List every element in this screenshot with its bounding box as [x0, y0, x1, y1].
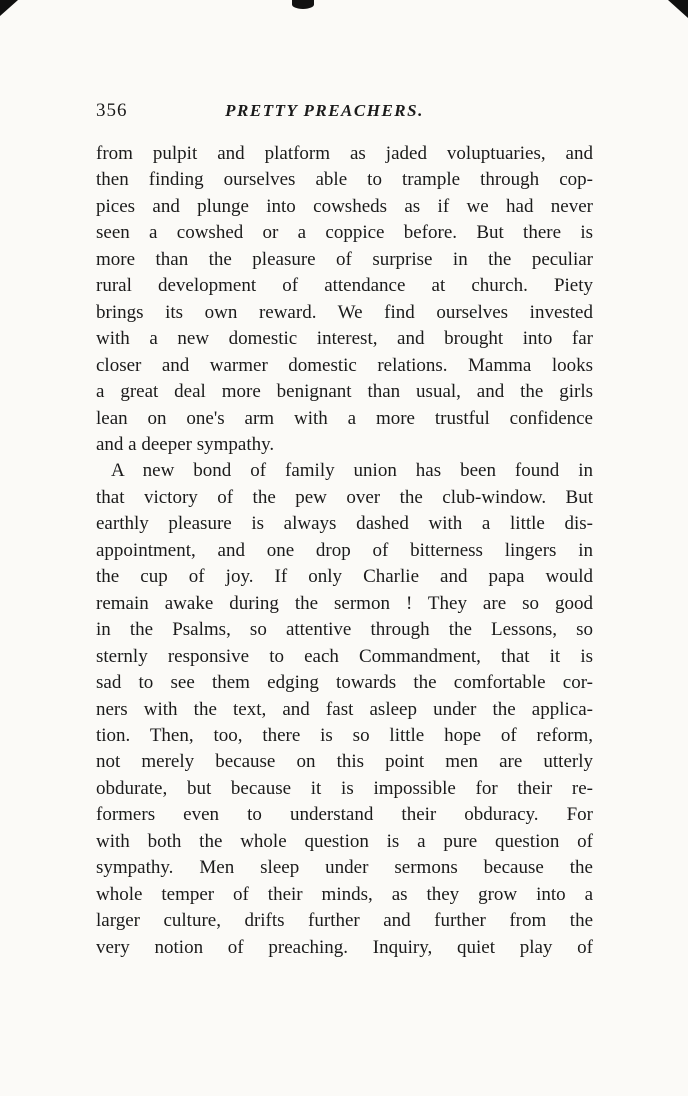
- scan-artifact-top-right: [668, 0, 688, 18]
- running-title: PRETTY PREACHERS.: [225, 101, 424, 120]
- text-line: the cup of joy. If only Charlie and papa would: [96, 566, 593, 588]
- text-line: with both the whole question is a pure question of: [96, 830, 593, 852]
- text-line: more than the pleasure of surprise in the peculiar: [96, 248, 593, 270]
- page-number: 356: [96, 100, 128, 121]
- text-line: very notion of preaching. Inquiry, quiet play of: [96, 936, 593, 958]
- text-line: then finding ourselves able to trample through cop-: [96, 169, 593, 191]
- text-line: closer and warmer domestic relations. Mamma looks: [96, 354, 593, 376]
- text-line: a great deal more benignant than usual, and the girls: [96, 381, 593, 403]
- text-line: obdurate, but because it is impossible for their re-: [96, 777, 593, 799]
- text-line: and a deeper sympathy.: [96, 433, 275, 455]
- scan-artifact-top-center: [292, 0, 314, 9]
- text-line: seen a cowshed or a coppice before. But there is: [96, 222, 593, 244]
- text-line: in the Psalms, so attentive through the Lessons, so: [96, 619, 593, 641]
- scan-artifact-top-left: [0, 0, 18, 16]
- text-line: A new bond of family union has been found in: [111, 460, 593, 482]
- text-line: lean on one's arm with a more trustful confidence: [96, 407, 593, 429]
- text-line: earthly pleasure is always dashed with a little dis-: [96, 513, 593, 535]
- text-line: sympathy. Men sleep under sermons because the: [96, 857, 593, 879]
- text-line: sternly responsive to each Commandment, that it is: [96, 645, 593, 667]
- paragraph: [96, 458, 593, 961]
- text-line: tion. Then, too, there is so little hope of reform,: [96, 724, 593, 746]
- text-line: with a new domestic interest, and brought into far: [96, 328, 593, 350]
- text-line: larger culture, drifts further and further from the: [96, 910, 593, 932]
- text-line: brings its own reward. We find ourselves invested: [96, 301, 593, 323]
- text-line: rural development of attendance at church. Piety: [96, 275, 593, 297]
- text-line: ners with the text, and fast asleep under the applica-: [96, 698, 593, 720]
- text-line: not merely because on this point men are utterly: [96, 751, 593, 773]
- text-line: pices and plunge into cowsheds as if we had never: [96, 195, 593, 217]
- text-line: remain awake during the sermon ! They are so good: [96, 592, 593, 614]
- text-line: appointment, and one drop of bitterness lingers in: [96, 539, 593, 561]
- text-block: [96, 141, 593, 961]
- text-line: sad to see them edging towards the comfortable cor-: [96, 672, 593, 694]
- page-header: [96, 100, 593, 124]
- paragraph: [96, 141, 593, 458]
- text-line: that victory of the pew over the club-window. But: [96, 486, 593, 508]
- text-line: from pulpit and platform as jaded voluptuaries, and: [96, 143, 593, 164]
- text-line: whole temper of their minds, as they grow into a: [96, 883, 593, 905]
- text-line: formers even to understand their obduracy. For: [96, 804, 593, 826]
